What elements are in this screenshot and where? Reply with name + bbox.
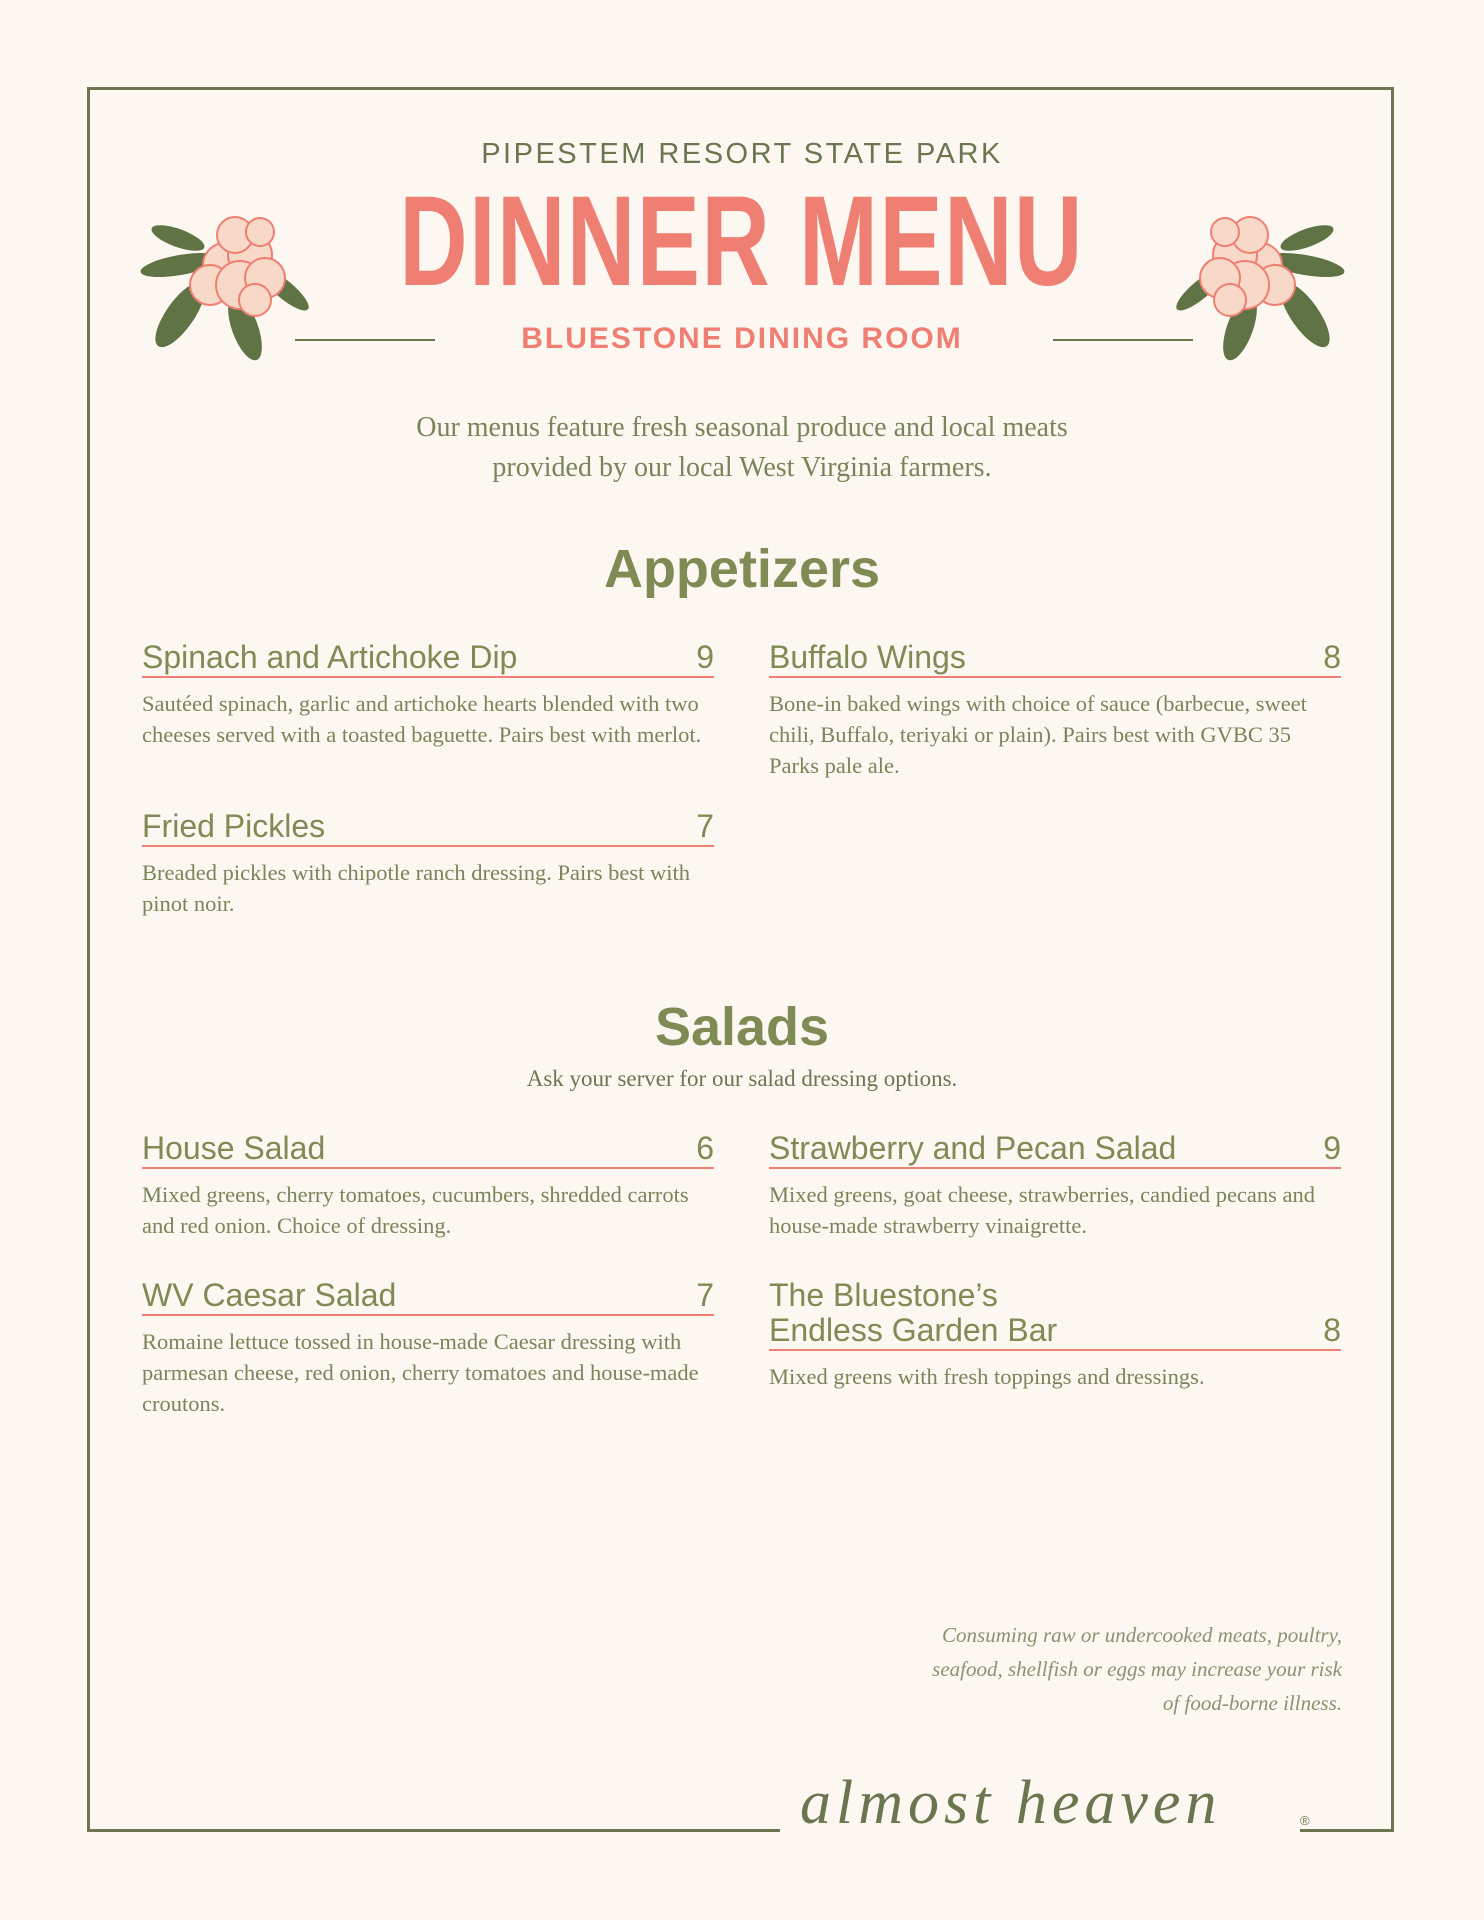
menu-item-header	[769, 1131, 1341, 1169]
menu-item-description: Bone-in baked wings with choice of sauce (barbecue, sweet chili, Buffalo, teriyaki or plain). Pairs best with GVBC 35 Parks pale ale.	[769, 691, 1307, 778]
salads-note: Ask your server for our salad dressing options.	[526, 1066, 958, 1091]
menu-item-header	[142, 809, 714, 847]
intro-line: provided by our local West Virginia farmers.	[492, 452, 992, 483]
menu-item	[142, 1131, 714, 1241]
menu-item-price: 8	[1323, 639, 1341, 675]
almost-heaven-signature-logo	[780, 1740, 1340, 1850]
menu-item	[769, 1278, 1341, 1392]
dining-room-name: BLUESTONE DINING ROOM	[521, 322, 963, 355]
menu-item-price: 6	[696, 1130, 714, 1166]
menu-item-price: 8	[1323, 1312, 1341, 1348]
menu-item-description: Sautéed spinach, garlic and artichoke hearts blended with two cheeses served with a toasted baguette. Pairs best with merlot.	[142, 691, 702, 747]
menu-item-name: The Bluestone’s Endless Garden Bar	[769, 1277, 1058, 1348]
appetizers-heading: Appetizers	[603, 539, 881, 599]
disclaimer-line: of food-borne illness.	[1162, 1691, 1342, 1715]
menu-item-description: Mixed greens, goat cheese, strawberries, candied pecans and house-made strawberry vinaigrette.	[769, 1182, 1316, 1238]
menu-item-header	[769, 1278, 1341, 1351]
menu-item-name: Strawberry and Pecan Salad	[769, 1130, 1177, 1166]
menu-item-price: 7	[696, 808, 714, 844]
menu-item-price: 9	[1323, 1130, 1341, 1166]
signature-text: almost heaven	[800, 1769, 1222, 1837]
menu-item-name: Fried Pickles	[142, 808, 326, 844]
menu-item	[142, 1278, 714, 1419]
menu-item	[142, 640, 714, 750]
menu-item	[142, 809, 714, 919]
menu-item-description: Mixed greens, cherry tomatoes, cucumbers, shredded carrots and red onion. Choice of dressing.	[142, 1182, 689, 1238]
disclaimer-line: Consuming raw or undercooked meats, poultry,	[942, 1623, 1342, 1647]
menu-item-name: Buffalo Wings	[769, 639, 966, 675]
disclaimer-line: seafood, shellfish or eggs may increase your risk	[932, 1657, 1342, 1681]
menu-item-description: Romaine lettuce tossed in house-made Caesar dressing with parmesan cheese, red onion, cherry tomatoes and house-made croutons.	[142, 1329, 699, 1416]
menu-item-name: House Salad	[142, 1130, 326, 1166]
intro-text	[0, 408, 1484, 488]
menu-item-description: Breaded pickles with chipotle ranch dressing. Pairs best with pinot noir.	[142, 860, 690, 916]
menu-item-header	[142, 1278, 714, 1316]
menu-item-name: WV Caesar Salad	[142, 1277, 397, 1313]
menu-item-header	[142, 640, 714, 678]
menu-item-description: Mixed greens with fresh toppings and dressings.	[769, 1364, 1205, 1389]
menu-item	[769, 640, 1341, 781]
park-name: PIPESTEM RESORT STATE PARK	[481, 138, 1003, 170]
menu-item	[769, 1131, 1341, 1241]
trademark-symbol: ®	[1300, 1813, 1310, 1828]
menu-item-price: 7	[696, 1277, 714, 1313]
menu-item-name: Spinach and Artichoke Dip	[142, 639, 518, 675]
intro-line: Our menus feature fresh seasonal produce and local meats	[416, 412, 1068, 443]
rhododendron-flower-icon-left	[140, 190, 320, 370]
food-safety-disclaimer	[782, 1618, 1342, 1720]
menu-title-text: DINNER MENU	[399, 170, 1085, 313]
rhododendron-flower-icon-right	[1165, 190, 1345, 370]
menu-item-header	[142, 1131, 714, 1169]
menu-item-price: 9	[696, 639, 714, 675]
menu-item-header	[769, 640, 1341, 678]
salads-heading: Salads	[654, 997, 830, 1057]
